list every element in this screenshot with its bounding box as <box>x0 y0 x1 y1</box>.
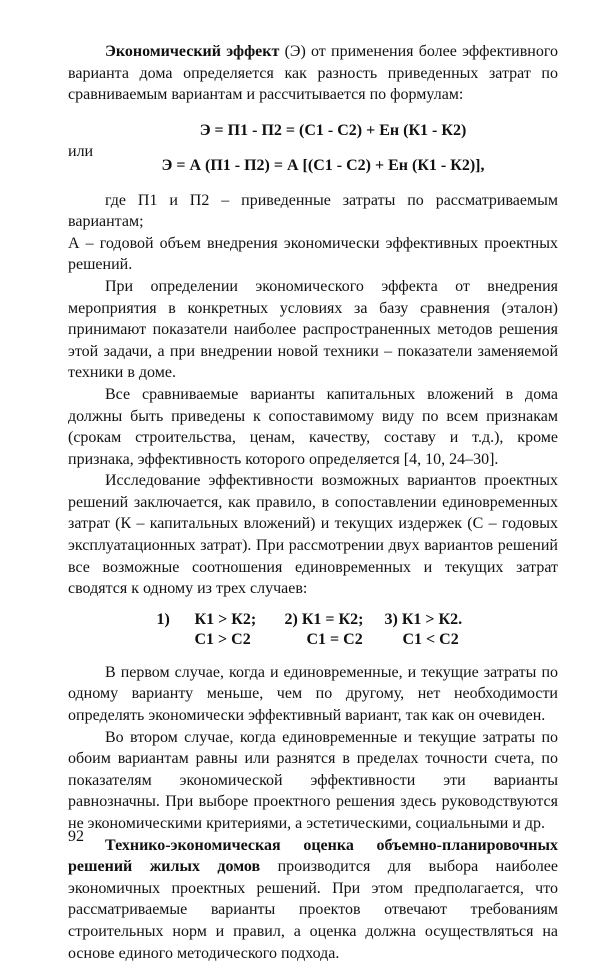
paragraph-research: Исследование эффективности возможных вариантов проектных решений заключается, как правило, в сопоставлении единовременных затрат (К – капитальных вложений) и текущих издержек (С – годовых эксплуатационных затрат). При рассмотрении двух вариантов решений все возможные соотношения единовременных и текущих затрат сводятся к одному из трех случаев: <box>68 472 558 598</box>
case-1-c: С1 > С2 <box>194 630 251 648</box>
term-technical-assessment: Технико-экономическая оценка объемно-планировочных решений жилых домов <box>68 836 558 876</box>
case-3-c: С1 < С2 <box>402 630 459 648</box>
paragraph-text: (Э) от применения более эффективного варианта дома определяется как разность приведенных затрат по сравниваемым вариантам и рассчитывается по формулам: <box>68 43 559 104</box>
paragraph-first-case: В первом случае, когда и единовременные, и текущие затраты по одному варианту меньше, чем по другому, нет необходимости определять экономически эффективный вариант, так как он очевиден. <box>68 663 558 725</box>
case-2-k: 2) К1 = К2; <box>284 610 364 628</box>
formula-2: Э = А (П1 - П2) = А [(С1 - С2) + Ен (К1 - К2)], <box>161 156 485 174</box>
paragraph-comparable: Все сравниваемые варианты капитальных вложений в дома должны быть приведены к сопоставимому виду по всем признакам (срокам строительства, ценам, качеству, составу и т.д.), кроме признака, эффективность которого определяется [4, 10, 24–30]. <box>68 385 558 468</box>
case-2-c: С1 = С2 <box>306 630 363 648</box>
case-1-k: К1 > К2; <box>194 610 257 628</box>
case-number: 1) <box>156 610 170 628</box>
paragraph-where: где П1 и П2 – приведенные затраты по рассматриваемым вариантам; <box>68 191 558 231</box>
cases-block <box>68 610 558 650</box>
or-label: или <box>68 143 94 161</box>
term-economic-effect: Экономический эффект <box>105 43 280 60</box>
paragraph-text: производится для выбора наиболее экономичных проектных решений. При этом предполагается, что рассматриваемые варианты проектов отвечают требованиям строительных норм и правил, а оценка должна осуществляться на основе единого методического подхода. <box>68 858 559 962</box>
page-number: 92 <box>68 828 84 845</box>
paragraph-economic-effect <box>68 41 558 106</box>
paragraph-baseline: При определении экономического эффекта от внедрения мероприятия в конкретных условиях за базу сравнения (эталон) принимают показатели наиболее распространенных методов решения этой задачи, а при внедрении новой техники – показатели заменяемой техники в доме. <box>68 277 558 382</box>
case-3-k: 3) К1 > К2. <box>384 610 463 628</box>
paragraph-technical-assessment <box>68 835 558 964</box>
document-page <box>68 41 558 964</box>
formula-1: Э = П1 - П2 = (С1 - С2) + Ен (К1 - К2) <box>199 121 467 139</box>
paragraph-second-case: Во втором случае, когда единовременные и текущие затраты по обоим вариантам равны или разнятся в пределах точности счета, по показателям экономической эффективности эти варианты равнозначны. При выборе проектного решения здесь руководствуются не экономическими критериями, а эстетическими, социальными и др. <box>68 728 558 832</box>
paragraph-where-a: А – годовой объем внедрения экономически эффективных проектных решений. <box>68 234 558 274</box>
